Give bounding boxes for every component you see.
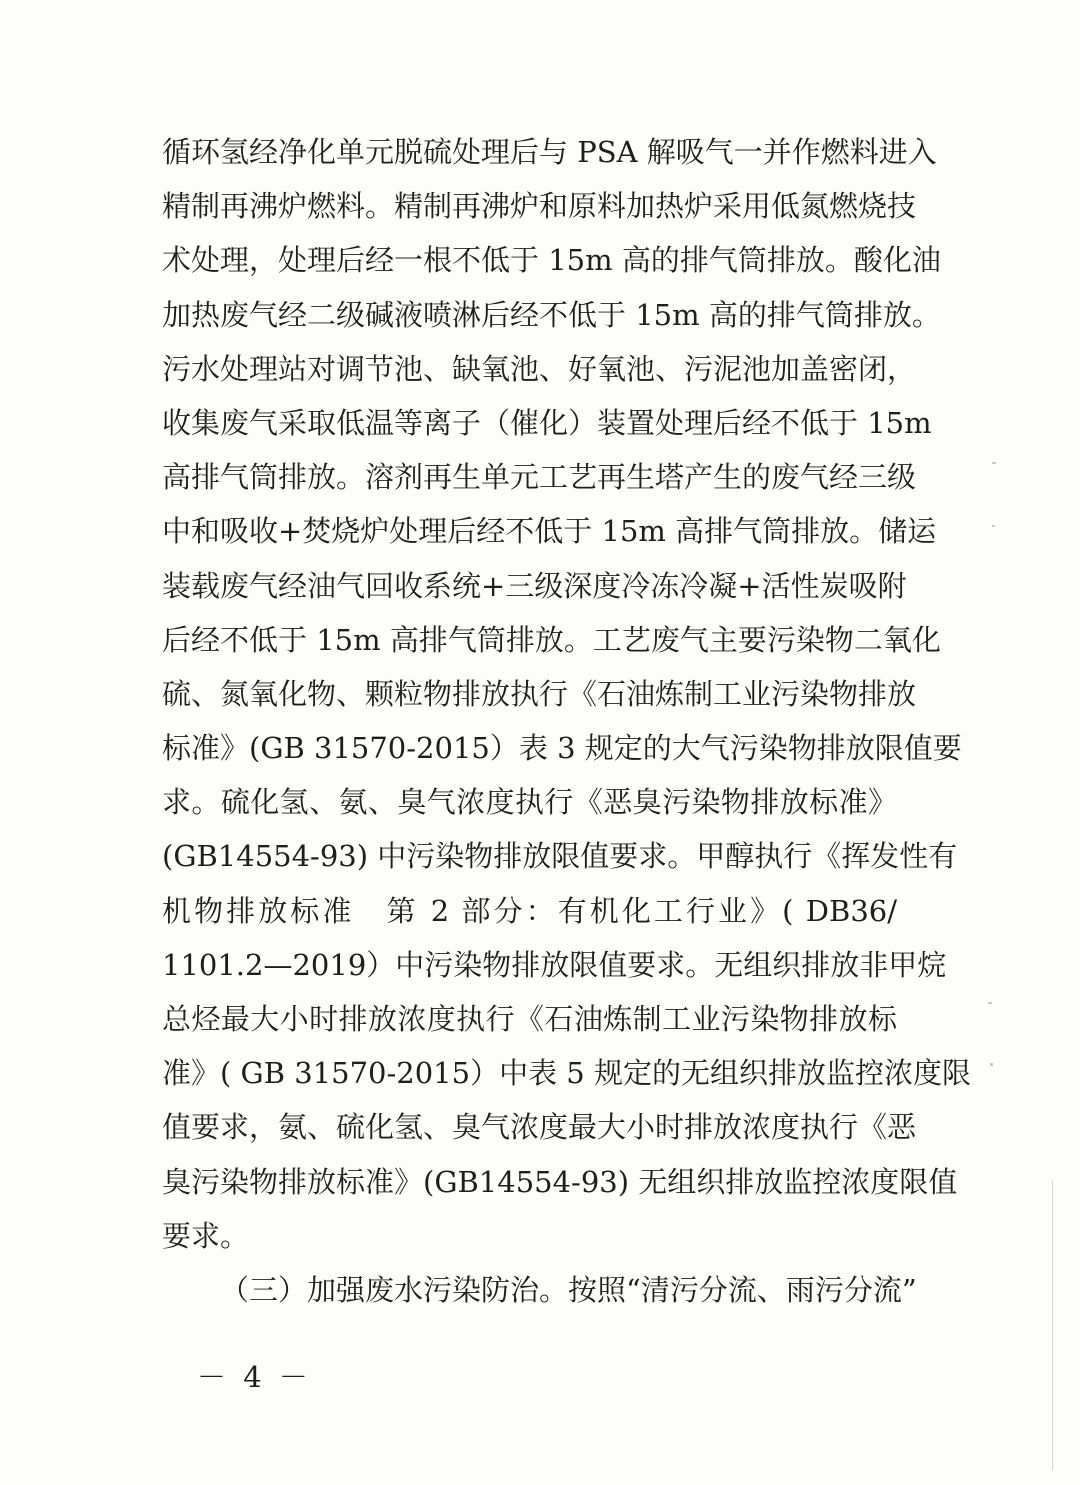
scan-edge-line [1052, 1180, 1053, 1470]
text-line: (GB14554-93) 中污染物排放限值要求。甲醇执行《挥发性有 [162, 839, 958, 874]
text-line: 污水处理站对调节池、缺氧池、好氧池、污泥池加盖密闭， [162, 351, 917, 386]
text-line: 循环氢经净化单元脱硫处理后与 PSA 解吸气一并作燃料进入 [162, 135, 937, 169]
text-line: 准》( GB 31570-2015）中表 5 规定的无组织排放监控浓度限 [162, 1056, 971, 1091]
text-line: 术处理，处理后经一根不低于 15m 高的排气筒排放。酸化油 [162, 243, 941, 278]
text-line: 1101.2—2019）中污染物排放限值要求。无组织排放非甲烷 [162, 947, 947, 982]
body-text [162, 125, 971, 1317]
text-line: 硫、氮氧化物、颗粒物排放执行《石油炼制工业污染物排放 [162, 676, 917, 711]
text-line: 要求。 [162, 1218, 250, 1253]
text-line: 臭污染物排放标准》(GB14554-93) 无组织排放监控浓度限值 [162, 1164, 958, 1199]
text-line: 值要求，氨、硫化氢、臭气浓度最大小时排放浓度执行《恶 [162, 1110, 917, 1145]
text-line: 装载废气经油气回收系统+三级深度冷冻冷凝+活性炭吸附 [162, 568, 907, 603]
text-line: 后经不低于 15m 高排气筒排放。工艺废气主要污染物二氧化 [162, 622, 941, 657]
text-line: 机物排放标准 第 2 部分：有机化工行业》( DB36/ [162, 893, 897, 928]
text-line: 精制再沸炉燃料。精制再沸炉和原料加热炉采用低氮燃烧技 [162, 189, 917, 224]
text-line: 加热废气经二级碱液喷淋后经不低于 15m 高的排气筒排放。 [162, 297, 941, 332]
text-line: 总烃最大小时排放浓度执行《石油炼制工业污染物排放标 [162, 1002, 897, 1036]
text-line: 高排气筒排放。溶剂再生单元工艺再生塔产生的废气经三级 [162, 460, 917, 495]
scan-artifact [992, 525, 995, 527]
section-heading-line: （三）加强废水污染防治。按照“清污分流、雨污分流” [220, 1272, 917, 1307]
text-line: 标准》(GB 31570-2015）表 3 规定的大气污染物排放限值要 [162, 731, 962, 766]
scan-artifact [992, 462, 996, 464]
scan-artifact [988, 1002, 992, 1004]
scan-artifact [990, 1063, 993, 1066]
text-line: 中和吸收+焚烧炉处理后经不低于 15m 高排气筒排放。储运 [162, 514, 937, 549]
text-line: 收集废气采取低温等离子（催化）装置处理后经不低于 15m [162, 405, 932, 440]
page-number: － 4 － [197, 1360, 312, 1394]
text-line: 求。硫化氢、氨、臭气浓度执行《恶臭污染物排放标准》 [162, 785, 897, 820]
